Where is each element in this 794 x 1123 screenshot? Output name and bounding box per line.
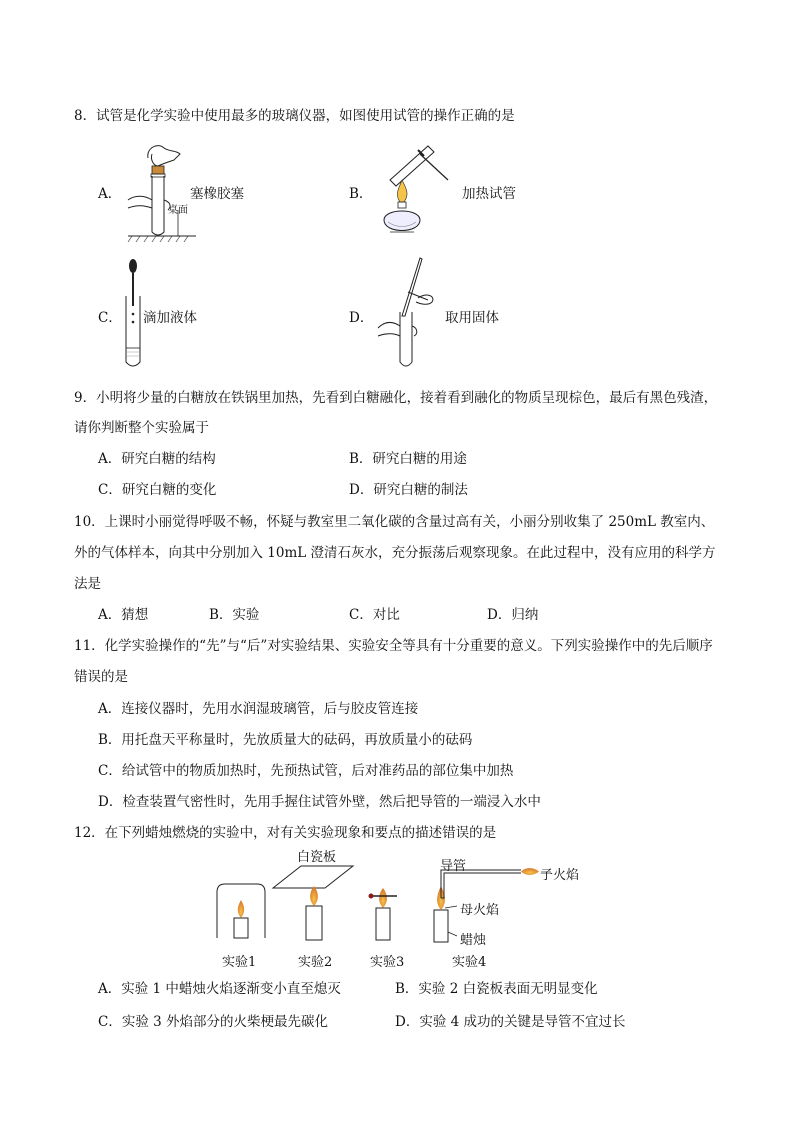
- q12-option-a[interactable]: A．实验 1 中蜡烛火焰逐渐变小直至熄灭: [98, 981, 341, 997]
- q8-option-d-letter[interactable]: D．: [349, 310, 374, 326]
- q10-option-d[interactable]: D．归纳: [487, 607, 539, 623]
- q8-option-b-letter[interactable]: B．: [349, 186, 373, 202]
- q9-option-b[interactable]: B．研究白糖的用途: [349, 451, 467, 467]
- q12-tube-label: 导管: [440, 859, 467, 874]
- q8-d-figure: [370, 256, 450, 371]
- q12-exp4-label: 实验4: [452, 955, 487, 970]
- q12-exp1-label: 实验1: [222, 955, 257, 970]
- q12-child-flame-label: 子火焰: [540, 868, 580, 883]
- q10-option-a[interactable]: A．猜想: [98, 607, 149, 623]
- q12-mother-flame-label: 母火焰: [460, 903, 500, 918]
- exp1-drawing: [217, 884, 265, 938]
- q11-option-b[interactable]: B．用托盘天平称量时，先放质量大的砝码，再放质量小的砝码: [98, 732, 473, 748]
- q11-option-a[interactable]: A．连接仪器时，先用水润湿玻璃管，后与胶皮管连接: [98, 701, 419, 717]
- q10-option-b[interactable]: B．实验: [209, 607, 260, 623]
- q8-option-d-text: 取用固体: [445, 310, 499, 326]
- q8-option-a-text: 塞橡胶塞: [190, 186, 244, 202]
- q10-stem-line1: 10．上课时小丽觉得呼吸不畅，怀疑与教室里二氧化碳的含量过高有关，小丽分别收集了 250mL 教室内、: [74, 514, 715, 530]
- q12-option-c[interactable]: C．实验 3 外焰部分的火柴梗最先碳化: [98, 1014, 329, 1030]
- q9-stem-line2: 请你判断整个实验属于: [74, 420, 209, 436]
- q11-stem-line1: 11．化学实验操作的“先”与“后”对实验结果、实验安全等具有十分重要的意义。下列实验操作中的先后顺序: [74, 638, 713, 654]
- q12-stem: 12．在下列蜡烛燃烧的实验中，对有关实验现象和要点的描述错误的是: [74, 825, 497, 841]
- q12-candle-label: 蜡烛: [460, 933, 487, 948]
- q12-option-d[interactable]: D．实验 4 成功的关键是导管不宜过长: [395, 1014, 626, 1030]
- q8-a-figure: [118, 140, 198, 245]
- q12-exp3-label: 实验3: [370, 955, 405, 970]
- q9-option-d[interactable]: D．研究白糖的制法: [349, 482, 468, 498]
- q9-option-a[interactable]: A．研究白糖的结构: [98, 451, 216, 467]
- q11-option-c[interactable]: C．给试管中的物质加热时，先预热试管，后对准药品的部位集中加热: [98, 763, 514, 779]
- q9-option-c[interactable]: C．研究白糖的变化: [98, 482, 217, 498]
- q9-stem-line1: 9．小明将少量的白糖放在铁锅里加热，先看到白糖融化，接着看到融化的物质呈现棕色，最后有黑色残渣，: [74, 390, 718, 406]
- q10-stem-line3: 法是: [74, 576, 101, 592]
- q8-option-c-letter[interactable]: C．: [98, 310, 122, 326]
- q11-stem-line2: 错误的是: [74, 669, 128, 685]
- q10-stem-line2: 外的气体样本，向其中分别加入 10mL 澄清石灰水，充分振荡后观察现象。在此过程中，没有应用的科学方: [74, 545, 716, 561]
- exp3-drawing: [369, 888, 398, 940]
- q11-option-d[interactable]: D．检查装置气密性时，先用手握住试管外壁，然后把导管的一端浸入水中: [98, 794, 541, 810]
- q12-exp2-label: 实验2: [298, 955, 333, 970]
- q8-option-b-text: 加热试管: [462, 186, 516, 202]
- q8-option-a-letter[interactable]: A．: [98, 186, 122, 202]
- q12-option-b[interactable]: B．实验 2 白瓷板表面无明显变化: [395, 981, 598, 997]
- q8-a-fig-label: 桌面: [168, 205, 188, 216]
- q12-plate-label: 白瓷板: [297, 850, 337, 865]
- q8-b-figure: [370, 140, 460, 245]
- q8-stem: 8．试管是化学实验中使用最多的玻璃仪器，如图使用试管的操作正确的是: [74, 108, 515, 124]
- q8-option-c-text: 滴加液体: [143, 310, 197, 326]
- exp2-drawing: [273, 866, 353, 940]
- q12-candle-figure: [205, 846, 605, 946]
- q10-option-c[interactable]: C．对比: [349, 607, 400, 623]
